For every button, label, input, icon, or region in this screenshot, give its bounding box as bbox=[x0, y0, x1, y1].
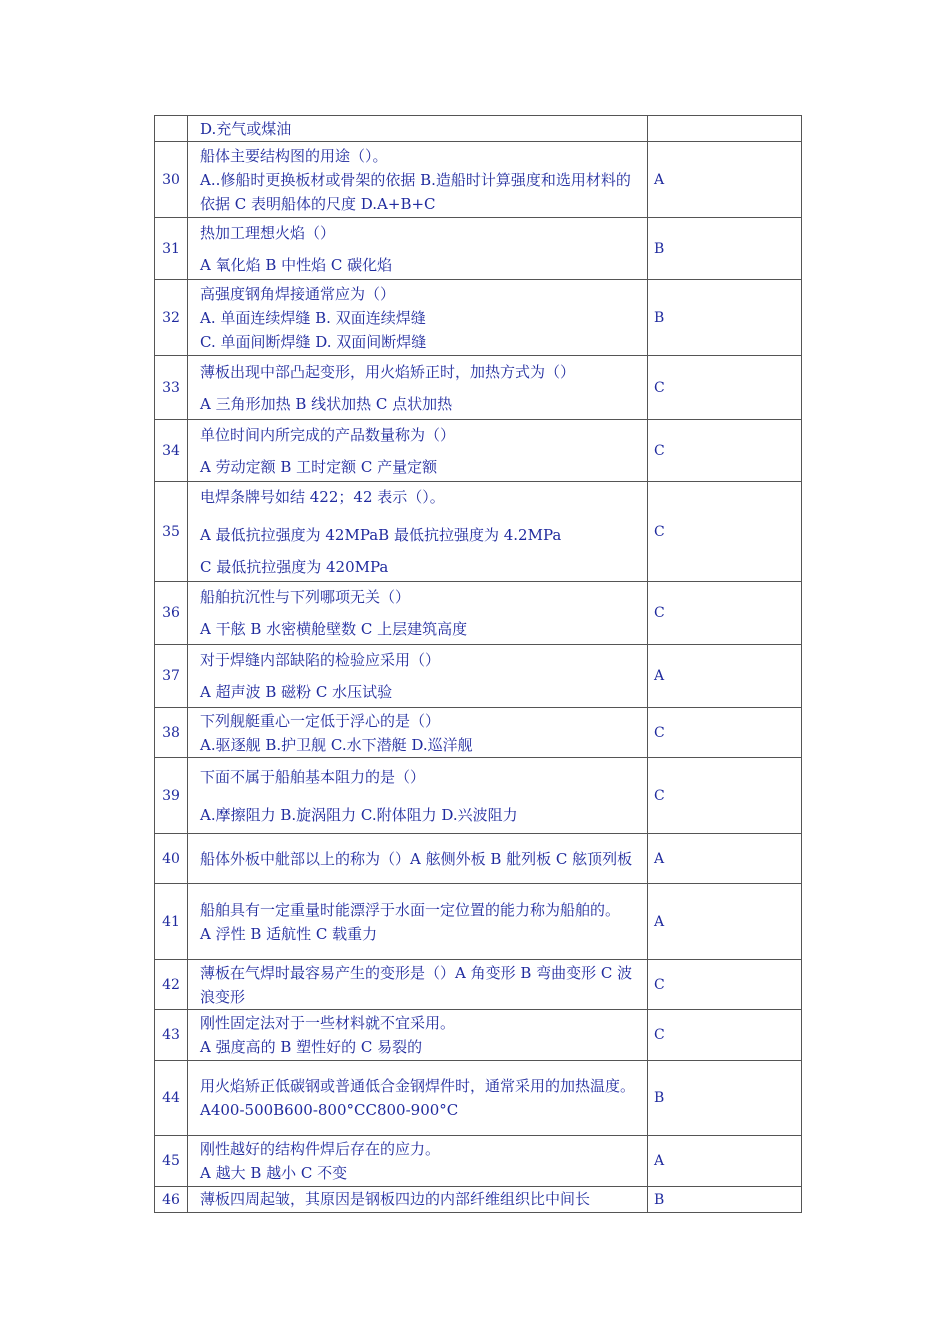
question-text bbox=[188, 960, 648, 1010]
question-text bbox=[188, 356, 648, 420]
question-number: 38 bbox=[155, 708, 188, 758]
options-line: A 最低抗拉强度为 42MPaB 最低抗拉强度为 4.2MPa bbox=[200, 525, 562, 544]
question-text bbox=[188, 645, 648, 708]
options-line: A. 单面连续焊缝 B. 双面连续焊缝 bbox=[200, 308, 426, 327]
question-number: 31 bbox=[155, 218, 188, 280]
table-row bbox=[155, 1010, 802, 1061]
answer-cell: A bbox=[648, 834, 802, 884]
question-text bbox=[188, 1010, 648, 1061]
table-row bbox=[155, 1136, 802, 1187]
question-line: 热加工理想火焰（） bbox=[200, 223, 336, 242]
question-number: 43 bbox=[155, 1010, 188, 1061]
question-line: 对于焊缝内部缺陷的检验应采用（） bbox=[200, 651, 441, 669]
question-text bbox=[188, 582, 648, 645]
options-line: A 强度高的 B 塑性好的 C 易裂的 bbox=[200, 1038, 423, 1056]
answer-cell: A bbox=[648, 1136, 802, 1187]
question-number: 40 bbox=[155, 834, 188, 884]
answer-cell: C bbox=[648, 582, 802, 645]
question-line: 刚性越好的结构件焊后存在的应力。 bbox=[200, 1140, 441, 1158]
options-line: A 越大 B 越小 C 不变 bbox=[200, 1164, 348, 1182]
question-line: 高强度钢角焊接通常应为（） bbox=[200, 284, 396, 303]
options-line: A.驱逐舰 B.护卫舰 C.水下潜艇 D.巡洋舰 bbox=[200, 735, 473, 754]
options-line: A 浮性 B 适航性 C 载重力 bbox=[200, 924, 378, 943]
question-number: 41 bbox=[155, 884, 188, 960]
answer-cell: C bbox=[648, 960, 802, 1010]
question-line: 下列舰艇重心一定低于浮心的是（） bbox=[200, 711, 441, 730]
answer-cell: A bbox=[648, 645, 802, 708]
question-line: 薄板四周起皱，其原因是钢板四边的内部纤维组织比中间长 bbox=[200, 1190, 591, 1208]
question-number: 32 bbox=[155, 280, 188, 356]
question-line: 船体外板中舭部以上的称为（）A 舷侧外板 B 舭列板 C 舷顶列板 bbox=[200, 849, 633, 868]
table-row bbox=[155, 356, 802, 420]
question-line: D.充气或煤油 bbox=[200, 119, 292, 138]
table-row bbox=[155, 884, 802, 960]
question-line: 船舶抗沉性与下列哪项无关（） bbox=[200, 588, 411, 606]
question-line: 船体主要结构图的用途（）。 bbox=[200, 146, 388, 165]
question-line: 下面不属于船舶基本阻力的是（） bbox=[200, 767, 426, 786]
question-line: 电焊条牌号如结 422；42 表示（）。 bbox=[200, 487, 445, 506]
answer-cell: C bbox=[648, 708, 802, 758]
question-number: 36 bbox=[155, 582, 188, 645]
table-row bbox=[155, 960, 802, 1010]
question-text bbox=[188, 1187, 648, 1213]
answer-cell: C bbox=[648, 420, 802, 482]
question-number: 39 bbox=[155, 758, 188, 834]
answer-cell: B bbox=[648, 1187, 802, 1213]
question-text bbox=[188, 1061, 648, 1136]
table-row bbox=[155, 280, 802, 356]
answer-cell: B bbox=[648, 218, 802, 280]
table-row bbox=[155, 142, 802, 218]
question-text bbox=[188, 884, 648, 960]
answer-cell: B bbox=[648, 1061, 802, 1136]
options-line: A.摩擦阻力 B.旋涡阻力 C.附体阻力 D.兴波阻力 bbox=[200, 805, 518, 824]
question-text bbox=[188, 280, 648, 356]
question-text bbox=[188, 482, 648, 582]
question-line: 薄板在气焊时最容易产生的变形是（）A 角变形 B 弯曲变形 C 波浪变形 bbox=[200, 963, 633, 1006]
question-table-container bbox=[154, 115, 802, 1213]
question-number: 45 bbox=[155, 1136, 188, 1187]
question-table bbox=[154, 115, 802, 1213]
question-line: 单位时间内所完成的产品数量称为（） bbox=[200, 425, 456, 444]
question-number: 42 bbox=[155, 960, 188, 1010]
answer-cell: B bbox=[648, 280, 802, 356]
question-number: 46 bbox=[155, 1187, 188, 1213]
question-text bbox=[188, 218, 648, 280]
options-line: A 超声波 B 磁粉 C 水压试验 bbox=[200, 683, 393, 701]
answer-cell: A bbox=[648, 884, 802, 960]
table-row bbox=[155, 218, 802, 280]
question-line: 用火焰矫正低碳钢或普通低合金钢焊件时，通常采用的加热温度。 bbox=[200, 1077, 636, 1095]
options-line: A400-500B600-800°CC800-900°C bbox=[200, 1101, 459, 1119]
table-row bbox=[155, 1187, 802, 1213]
question-text bbox=[188, 1136, 648, 1187]
answer-cell: C bbox=[648, 356, 802, 420]
question-text bbox=[188, 116, 648, 142]
table-row bbox=[155, 582, 802, 645]
options-line: A 劳动定额 B 工时定额 C 产量定额 bbox=[200, 457, 438, 476]
question-number: 34 bbox=[155, 420, 188, 482]
table-row bbox=[155, 420, 802, 482]
question-number: 37 bbox=[155, 645, 188, 708]
question-text bbox=[188, 142, 648, 218]
table-row bbox=[155, 758, 802, 834]
table-row bbox=[155, 482, 802, 582]
options-line: C 最低抗拉强度为 420MPa bbox=[200, 557, 389, 576]
question-number: 33 bbox=[155, 356, 188, 420]
question-text bbox=[188, 420, 648, 482]
table-row bbox=[155, 645, 802, 708]
table-row bbox=[155, 708, 802, 758]
question-line: 刚性固定法对于一些材料就不宜采用。 bbox=[200, 1014, 456, 1032]
options-line: A..修船时更换板材或骨架的依据 B.造船时计算强度和选用材料的依据 C 表明船体的尺度 D.A+B+C bbox=[200, 170, 631, 213]
question-number: 30 bbox=[155, 142, 188, 218]
question-text bbox=[188, 758, 648, 834]
answer-cell: C bbox=[648, 482, 802, 582]
options-line: A 三角形加热 B 线状加热 C 点状加热 bbox=[200, 394, 453, 413]
options-line: C. 单面间断焊缝 D. 双面间断焊缝 bbox=[200, 332, 427, 351]
question-text bbox=[188, 708, 648, 758]
table-row bbox=[155, 116, 802, 142]
options-line: A 氧化焰 B 中性焰 C 碳化焰 bbox=[200, 255, 393, 274]
answer-cell: A bbox=[648, 142, 802, 218]
table-row bbox=[155, 834, 802, 884]
question-number: 35 bbox=[155, 482, 188, 582]
answer-cell: C bbox=[648, 1010, 802, 1061]
answer-cell: C bbox=[648, 758, 802, 834]
table-row bbox=[155, 1061, 802, 1136]
options-line: A 干舷 B 水密横舱壁数 C 上层建筑高度 bbox=[200, 620, 468, 638]
question-number bbox=[155, 116, 188, 142]
answer-cell bbox=[648, 116, 802, 142]
question-line: 薄板出现中部凸起变形，用火焰矫正时，加热方式为（） bbox=[200, 362, 576, 381]
question-number: 44 bbox=[155, 1061, 188, 1136]
question-text bbox=[188, 834, 648, 884]
question-line: 船舶具有一定重量时能漂浮于水面一定位置的能力称为船舶的。 bbox=[200, 900, 621, 919]
